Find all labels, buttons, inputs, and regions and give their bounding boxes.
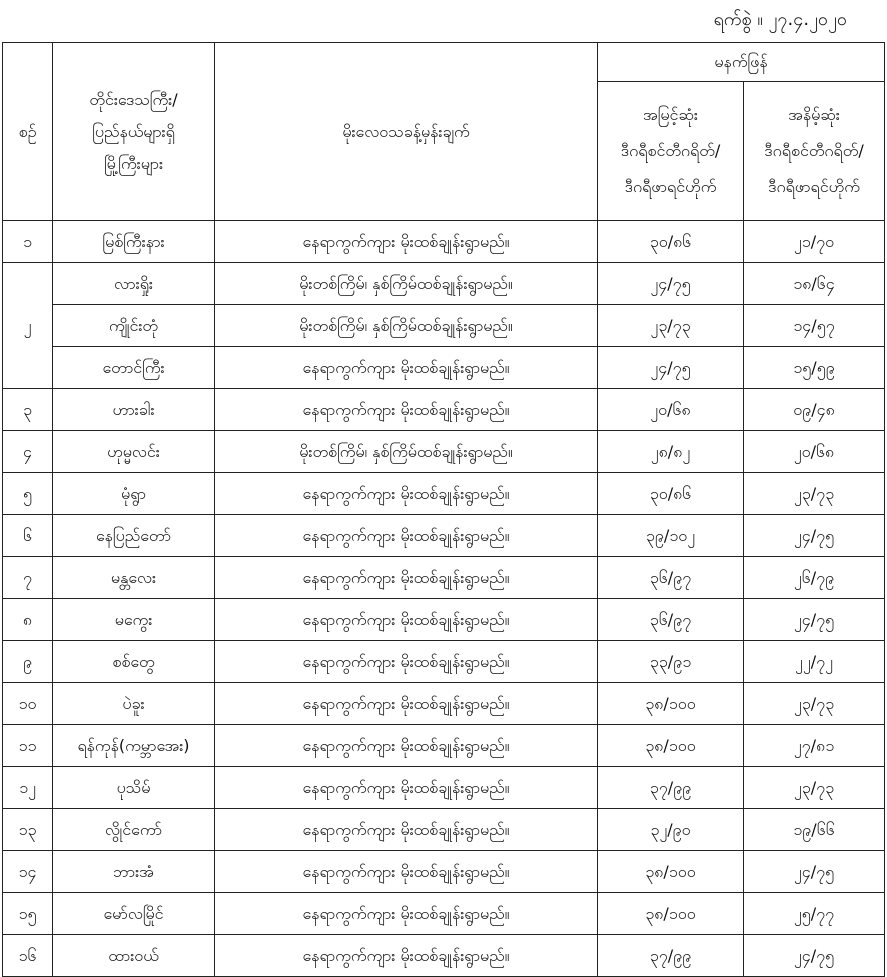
min-temp: ၂၄/၇၅ (744, 599, 885, 641)
min-temp: ၂၂/၇၂ (744, 641, 885, 683)
forecast-text: နေရာကွက်ကျား မိုးထစ်ချုန်းရွာမည်။ (215, 893, 598, 935)
min-temp: ၂၄/၇၅ (744, 515, 885, 557)
max-temp: ၃၉/၁၀၂ (598, 515, 744, 557)
forecast-text: နေရာကွက်ကျား မိုးထစ်ချုန်းရွာမည်။ (215, 221, 598, 263)
header-tomorrow: မနက်ဖြန် (598, 43, 885, 82)
min-temp: ၁၅/၅၉ (744, 347, 885, 389)
city-name: မုံရွာ (53, 473, 215, 515)
header-min-line3: ဒီဂရီဖာရင်ဟိုက် (768, 177, 860, 196)
header-forecast: မိုးလေဝသခန့်မှန်းချက် (215, 43, 598, 221)
row-number: ၈ (3, 599, 53, 641)
row-number: ၁၆ (3, 935, 53, 977)
table-row (3, 935, 885, 977)
table-row (3, 725, 885, 767)
min-temp: ၁၈/၆၄ (744, 263, 885, 305)
max-temp: ၂၈/၈၂ (598, 431, 744, 473)
max-temp: ၃၈/၁၀၀ (598, 893, 744, 935)
max-temp: ၃၀/၈၆ (598, 473, 744, 515)
table-row (3, 431, 885, 473)
table-row (3, 263, 885, 305)
max-temp: ၂၀/၆၈ (598, 389, 744, 431)
table-row (3, 515, 885, 557)
forecast-text: မိုးတစ်ကြိမ်၊ နှစ်ကြိမ်ထစ်ချုန်းရွာမည်။ (215, 431, 598, 473)
city-name: နေပြည်တော် (53, 515, 215, 557)
table-row (3, 389, 885, 431)
city-name: တောင်ကြီး (53, 347, 215, 389)
city-name: ထားဝယ် (53, 935, 215, 977)
max-temp: ၃၆/၉၇ (598, 599, 744, 641)
min-temp: ၂၄/၇၅ (744, 851, 885, 893)
min-temp: ၀၉/၄၈ (744, 389, 885, 431)
forecast-text: နေရာကွက်ကျား မိုးထစ်ချုန်းရွာမည်။ (215, 557, 598, 599)
min-temp: ၂၇/၈၁ (744, 725, 885, 767)
forecast-text: နေရာကွက်ကျား မိုးထစ်ချုန်းရွာမည်။ (215, 809, 598, 851)
max-temp: ၃၇/၉၉ (598, 935, 744, 977)
min-temp: ၂၃/၇၃ (744, 767, 885, 809)
city-name: ကျိုင်းတုံ (53, 305, 215, 347)
max-temp: ၃၈/၁၀၀ (598, 851, 744, 893)
forecast-text: နေရာကွက်ကျား မိုးထစ်ချုန်းရွာမည်။ (215, 599, 598, 641)
header-max-line1: အမြင့်ဆုံး (643, 105, 698, 124)
header-region-line2: ပြည်နယ်များရှိ (92, 121, 175, 141)
forecast-text: နေရာကွက်ကျား မိုးထစ်ချုန်းရွာမည်။ (215, 389, 598, 431)
table-row (3, 557, 885, 599)
forecast-text: နေရာကွက်ကျား မိုးထစ်ချုန်းရွာမည်။ (215, 347, 598, 389)
row-number: ၉ (3, 641, 53, 683)
forecast-text: နေရာကွက်ကျား မိုးထစ်ချုန်းရွာမည်။ (215, 641, 598, 683)
min-temp: ၂၄/၇၅ (744, 935, 885, 977)
forecast-text: မိုးတစ်ကြိမ်၊ နှစ်ကြိမ်ထစ်ချုန်းရွာမည်။ (215, 263, 598, 305)
row-number: ၆ (3, 515, 53, 557)
row-number: ၁၂ (3, 767, 53, 809)
table-row (3, 767, 885, 809)
city-name: လားရှိုး (53, 263, 215, 305)
max-temp: ၃၇/၉၉ (598, 767, 744, 809)
table-row (3, 221, 885, 263)
table-row (3, 599, 885, 641)
table-row (3, 893, 885, 935)
city-name: မြစ်ကြီးနား (53, 221, 215, 263)
city-name: ပဲခူး (53, 683, 215, 725)
table-row (3, 473, 885, 515)
min-temp: ၁၉/၆၆ (744, 809, 885, 851)
forecast-text: နေရာကွက်ကျား မိုးထစ်ချုန်းရွာမည်။ (215, 515, 598, 557)
forecast-text: နေရာကွက်ကျား မိုးထစ်ချုန်းရွာမည်။ (215, 725, 598, 767)
min-temp: ၂၁/၇၀ (744, 221, 885, 263)
header-region (53, 43, 215, 221)
header-region-line1: တိုင်းဒေသကြီး/ (89, 89, 178, 109)
row-number: ၁၅ (3, 893, 53, 935)
header-max-temp (598, 82, 744, 221)
forecast-text: နေရာကွက်ကျား မိုးထစ်ချုန်းရွာမည်။ (215, 935, 598, 977)
city-name: မကွေး (53, 599, 215, 641)
city-name: ဟုမ္မလင်း (53, 431, 215, 473)
table-row (3, 347, 885, 389)
max-temp: ၃၀/၈၆ (598, 221, 744, 263)
header-max-line3: ဒီဂရီဖာရင်ဟိုက် (624, 177, 717, 196)
city-name: မန္တလေး (53, 557, 215, 599)
header-region-line3: မြို့ကြီးများ (103, 153, 163, 173)
weather-forecast-table (2, 42, 885, 977)
row-number: ၁၃ (3, 809, 53, 851)
forecast-text: နေရာကွက်ကျား မိုးထစ်ချုန်းရွာမည်။ (215, 473, 598, 515)
max-temp: ၃၈/၁၀၀ (598, 725, 744, 767)
forecast-text: နေရာကွက်ကျား မိုးထစ်ချုန်းရွာမည်။ (215, 851, 598, 893)
max-temp: ၂၃/၇၃ (598, 305, 744, 347)
city-name: ဟားခါး (53, 389, 215, 431)
row-number: ၂ (3, 263, 53, 389)
city-name: ရန်ကုန်(ကမ္ဘာအေး) (53, 725, 215, 767)
table-row (3, 305, 885, 347)
header-min-line2: ဒီဂရီစင်တီဂရိတ်/ (764, 141, 864, 160)
city-name: မော်လမြိုင် (53, 893, 215, 935)
row-number: ၅ (3, 473, 53, 515)
min-temp: ၂၆/၇၉ (744, 557, 885, 599)
row-number: ၄ (3, 431, 53, 473)
min-temp: ၂၅/၇၇ (744, 893, 885, 935)
min-temp: ၂၃/၇၃ (744, 683, 885, 725)
table-row (3, 683, 885, 725)
report-date: ရက်စွဲ ။ ၂၇.၄.၂၀၂၀ (713, 9, 847, 30)
city-name: စစ်တွေ (53, 641, 215, 683)
header-no: စဉ် (3, 43, 53, 221)
max-temp: ၂၄/၇၅ (598, 347, 744, 389)
header-min-temp (744, 82, 885, 221)
max-temp: ၂၄/၇၅ (598, 263, 744, 305)
row-number: ၇ (3, 557, 53, 599)
city-name: လွိုင်ကော် (53, 809, 215, 851)
forecast-text: နေရာကွက်ကျား မိုးထစ်ချုန်းရွာမည်။ (215, 767, 598, 809)
max-temp: ၃၃/၉၁ (598, 641, 744, 683)
row-number: ၁၀ (3, 683, 53, 725)
max-temp: ၃၂/၉၀ (598, 809, 744, 851)
city-name: ပုသိမ် (53, 767, 215, 809)
max-temp: ၃၈/၁၀၀ (598, 683, 744, 725)
min-temp: ၂၀/၆၈ (744, 431, 885, 473)
city-name: ဘားအံ (53, 851, 215, 893)
header-max-line2: ဒီဂရီစင်တီဂရိတ်/ (620, 141, 721, 160)
forecast-text: မိုးတစ်ကြိမ်၊ နှစ်ကြိမ်ထစ်ချုန်းရွာမည်။ (215, 305, 598, 347)
min-temp: ၁၄/၅၇ (744, 305, 885, 347)
table-row (3, 809, 885, 851)
row-number: ၁၁ (3, 725, 53, 767)
forecast-text: နေရာကွက်ကျား မိုးထစ်ချုန်းရွာမည်။ (215, 683, 598, 725)
table-row (3, 851, 885, 893)
table-row (3, 641, 885, 683)
min-temp: ၂၃/၇၃ (744, 473, 885, 515)
header-min-line1: အနိမ့်ဆုံး (788, 105, 840, 124)
row-number: ၃ (3, 389, 53, 431)
row-number: ၁၄ (3, 851, 53, 893)
max-temp: ၃၆/၉၇ (598, 557, 744, 599)
row-number: ၁ (3, 221, 53, 263)
